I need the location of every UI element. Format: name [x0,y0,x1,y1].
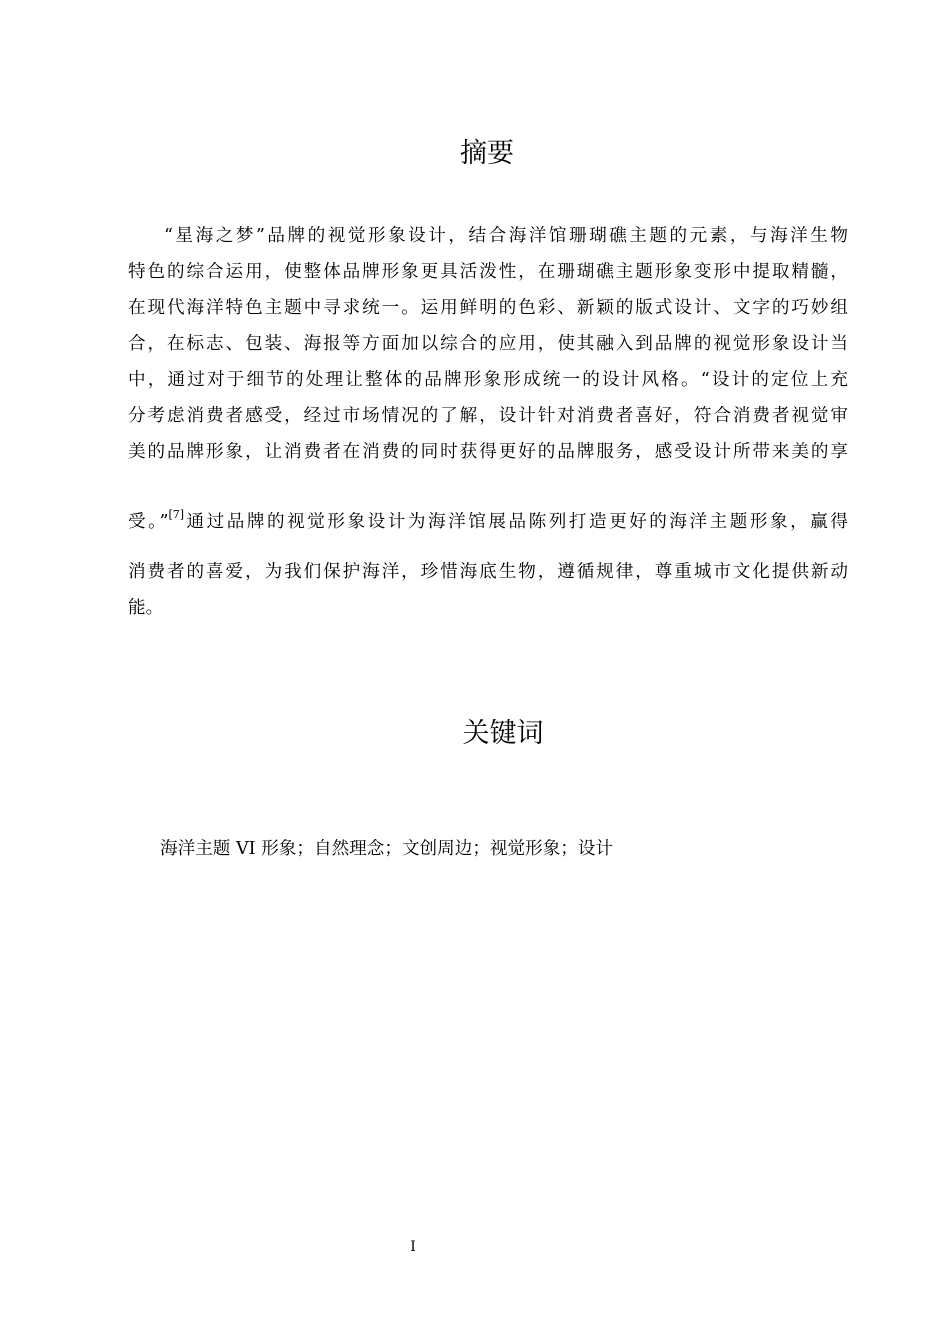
abstract-line-7: 美的品牌形象，让消费者在消费的同时获得更好的品牌服务，感受设计所带来美的享 [128,442,848,462]
page-number: I [410,1239,416,1255]
citation-marker: [7] [168,508,185,521]
abstract-line-8-end: 通过品牌的视觉形象设计为海洋馆展品陈列打造更好的海洋主题形象，赢得 [184,512,848,532]
abstract-line-6: 分考虑消费者感受，经过市场情况的了解，设计针对消费者喜好，符合消费者视觉审 [128,406,848,426]
abstract-line-4: 合，在标志、包装、海报等方面加以综合的应用，使其融入到品牌的视觉形象设计当 [128,334,848,354]
abstract-line-2: 特色的综合运用，使整体品牌形象更具活泼性，在珊瑚礁主题形象变形中提取精髓， [128,262,848,282]
abstract-line-5: 中，通过对于细节的处理让整体的品牌形象形成统一的设计风格。“设计的定位上充 [128,370,848,390]
abstract-heading: 摘要 [460,138,514,169]
keywords-text: 海洋主题 VI 形象；自然理念；文创周边；视觉形象；设计 [160,839,614,859]
keywords-heading: 关键词 [462,718,544,749]
abstract-line-1: “星海之梦”品牌的视觉形象设计，结合海洋馆珊瑚礁主题的元素，与海洋生物 [164,226,848,246]
abstract-line-10: 能。 [128,598,164,618]
abstract-line-9: 消费者的喜爱，为我们保护海洋，珍惜海底生物，遵循规律，尊重城市文化提供新动 [128,562,848,582]
abstract-line-8-start: 受。” [128,512,169,532]
abstract-line-8 [128,508,848,533]
abstract-line-3: 在现代海洋特色主题中寻求统一。运用鲜明的色彩、新颖的版式设计、文字的巧妙组 [128,298,848,318]
